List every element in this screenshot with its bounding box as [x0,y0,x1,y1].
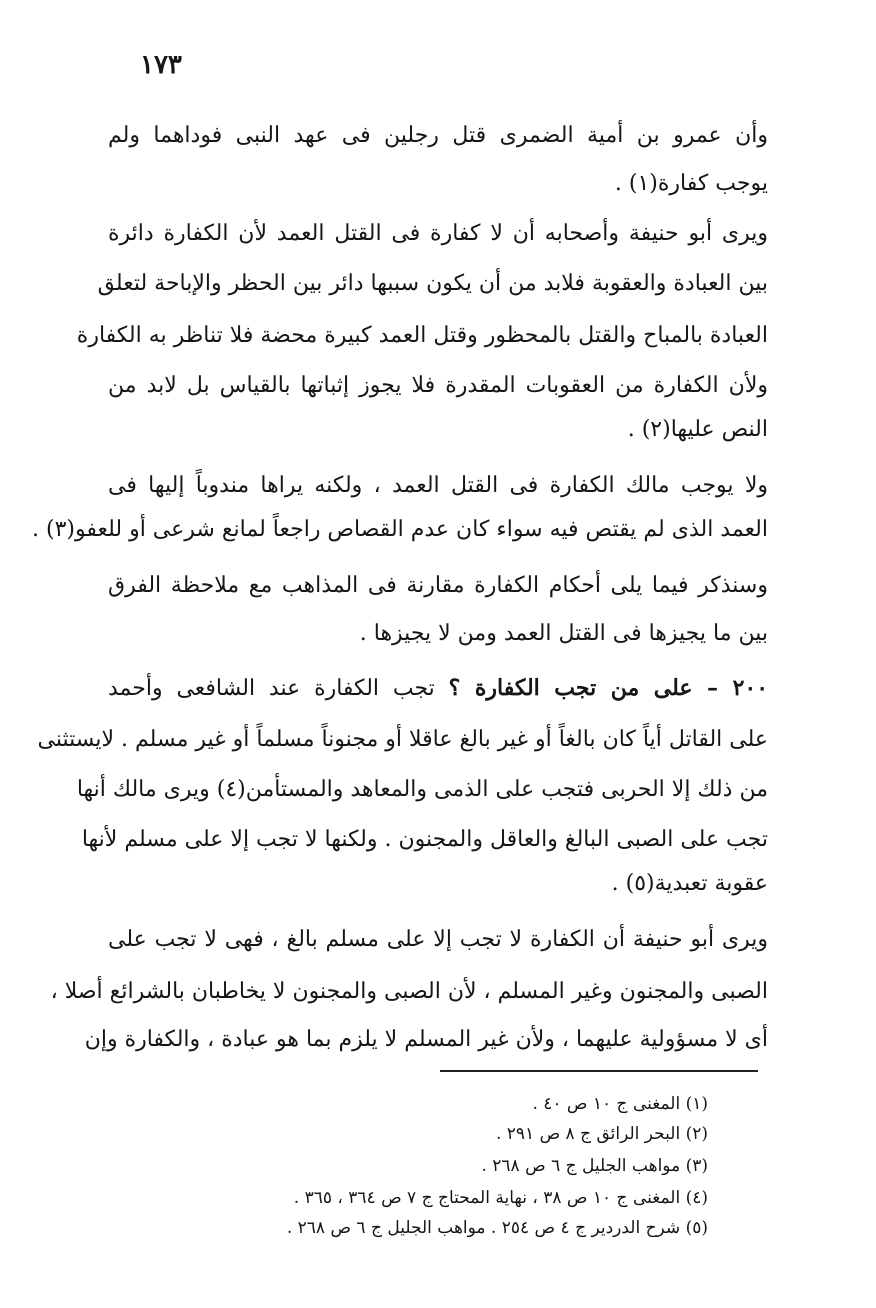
text-line: من ذلك إلا الحربى فتجب على الذمى والمعاهد والمستأمن(٤) ويرى مالك أنها [76,777,768,802]
text-line: النص عليها(٢) . [627,417,768,442]
text-line: ويرى أبو حنيفة أن الكفارة لا تجب إلا على مسلم بالغ ، فهى لا تجب على [108,927,768,952]
text-line: بين العبادة والعقوبة فلابد من أن يكون سببها دائر بين الحظر والإباحة لتعلق [97,271,768,296]
text-line: تجب على الصبى البالغ والعاقل والمجنون . ولكنها لا تجب إلا على مسلم لأنها [81,827,768,852]
text-line: وسنذكر فيما يلى أحكام الكفارة مقارنة فى المذاهب مع ملاحظة الفرق [108,573,768,598]
text-line: أى لا مسؤولية عليهما ، ولأن غير المسلم لا يلزم بما هو عبادة ، والكفارة وإن [84,1027,768,1052]
text-line: العبادة بالمباح والقتل بالمحظور وقتل العمد كبيرة محضة فلا تناظر به الكفارة [76,323,768,348]
text-line: ولا يوجب مالك الكفارة فى القتل العمد ، ولكنه يراها مندوباً إليها فى [108,473,768,498]
text-line: على القاتل أياً كان بالغاً أو غير بالغ عاقلا أو مجنوناً مسلماً أو غير مسلم . لايستثنى [37,727,768,752]
text-line: ويرى أبو حنيفة وأصحابه أن لا كفارة فى القتل العمد لأن الكفارة دائرة [108,221,768,246]
text-line: بين ما يجيزها فى القتل العمد ومن لا يجيزها . [359,621,768,646]
text-line: وأن عمرو بن أمية الضمرى قتل رجلين فى عهد النبى فوداهما ولم [108,123,768,148]
text-line: يوجب كفارة(١) . [614,171,768,196]
footnote: (٢) البحر الرائق ج ٨ ص ٢٩١ . [495,1124,708,1144]
text-line: ولأن الكفارة من العقوبات المقدرة فلا يجوز إثباتها بالقياس بل لابد من [108,373,768,398]
footnote-divider [440,1070,758,1072]
section-line [108,670,768,710]
footnote: (٥) شرح الدردير ج ٤ ص ٢٥٤ . مواهب الجليل ج ٦ ص ٢٦٨ . [286,1218,708,1238]
footnote: (١) المغنى ج ١٠ ص ٤٠ . [532,1094,708,1114]
text-line: الصبى والمجنون وغير المسلم ، لأن الصبى والمجنون لا يخاطبان بالشرائع أصلا ، [50,979,768,1004]
page-number: ١٧٣ [140,50,182,80]
section-text: تجب الكفارة عند الشافعى وأحمد [108,676,435,701]
text-line: العمد الذى لم يقتص فيه سواء كان عدم القصاص راجعاً لمانع شرعى أو للعفو(٣) . [32,517,768,542]
footnote: (٣) مواهب الجليل ج ٦ ص ٢٦٨ . [481,1156,708,1176]
footnote: (٤) المغنى ج ١٠ ص ٣٨ ، نهاية المحتاج ج ٧ ص ٣٦٤ ، ٣٦٥ . [293,1188,708,1208]
section-heading: ٢٠٠ – على من تجب الكفارة ؟ [448,675,769,701]
text-line: عقوبة تعبدية(٥) . [611,871,768,896]
